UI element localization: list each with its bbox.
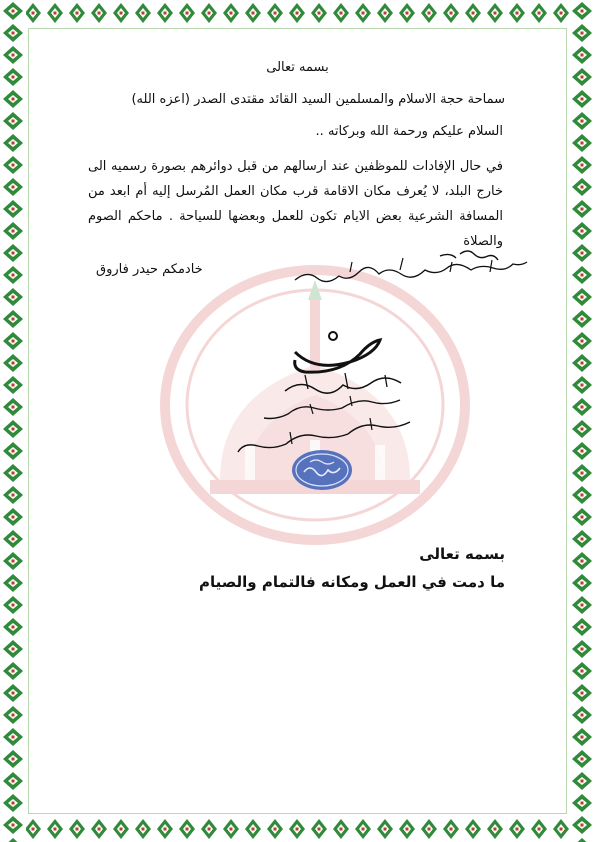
handwritten-date-icon [230, 392, 420, 454]
decorative-border-right [569, 0, 595, 842]
reply-heading: بسمه تعالى [419, 545, 505, 563]
question-paragraph: في حال الإفادات للموظفين عند ارسالهم من قبل دوائرهم بصورة رسميه الى خارج البلد، لا يُعرف مكان الاقامة قرب مكان العمل المُرسل إليه أم ابعد من المسافة الشرعية بعض الايام تكون للعمل وبعضها للسياحة . ماحكم الصوم والصلاة [88, 159, 503, 249]
decorative-border-left [0, 0, 26, 842]
salutation-heading: بسمه تعالى [266, 60, 329, 75]
decorative-border-bottom [0, 816, 595, 842]
handwritten-reply-icon [290, 242, 530, 292]
reply-answer: ما دمت في العمل ومكانه فالتمام والصيام [198, 573, 505, 591]
sender-signature: خادمكم حيدر فاروق [96, 262, 203, 277]
addressee-line: سماحة حجة الاسلام والمسلمين السيد القائد مقتدى الصدر (اعزه الله) [131, 92, 505, 107]
decorative-border-top [0, 0, 595, 26]
official-seal-icon [290, 448, 354, 492]
greeting-line: السلام عليكم ورحمة الله وبركاته .. [315, 124, 503, 139]
